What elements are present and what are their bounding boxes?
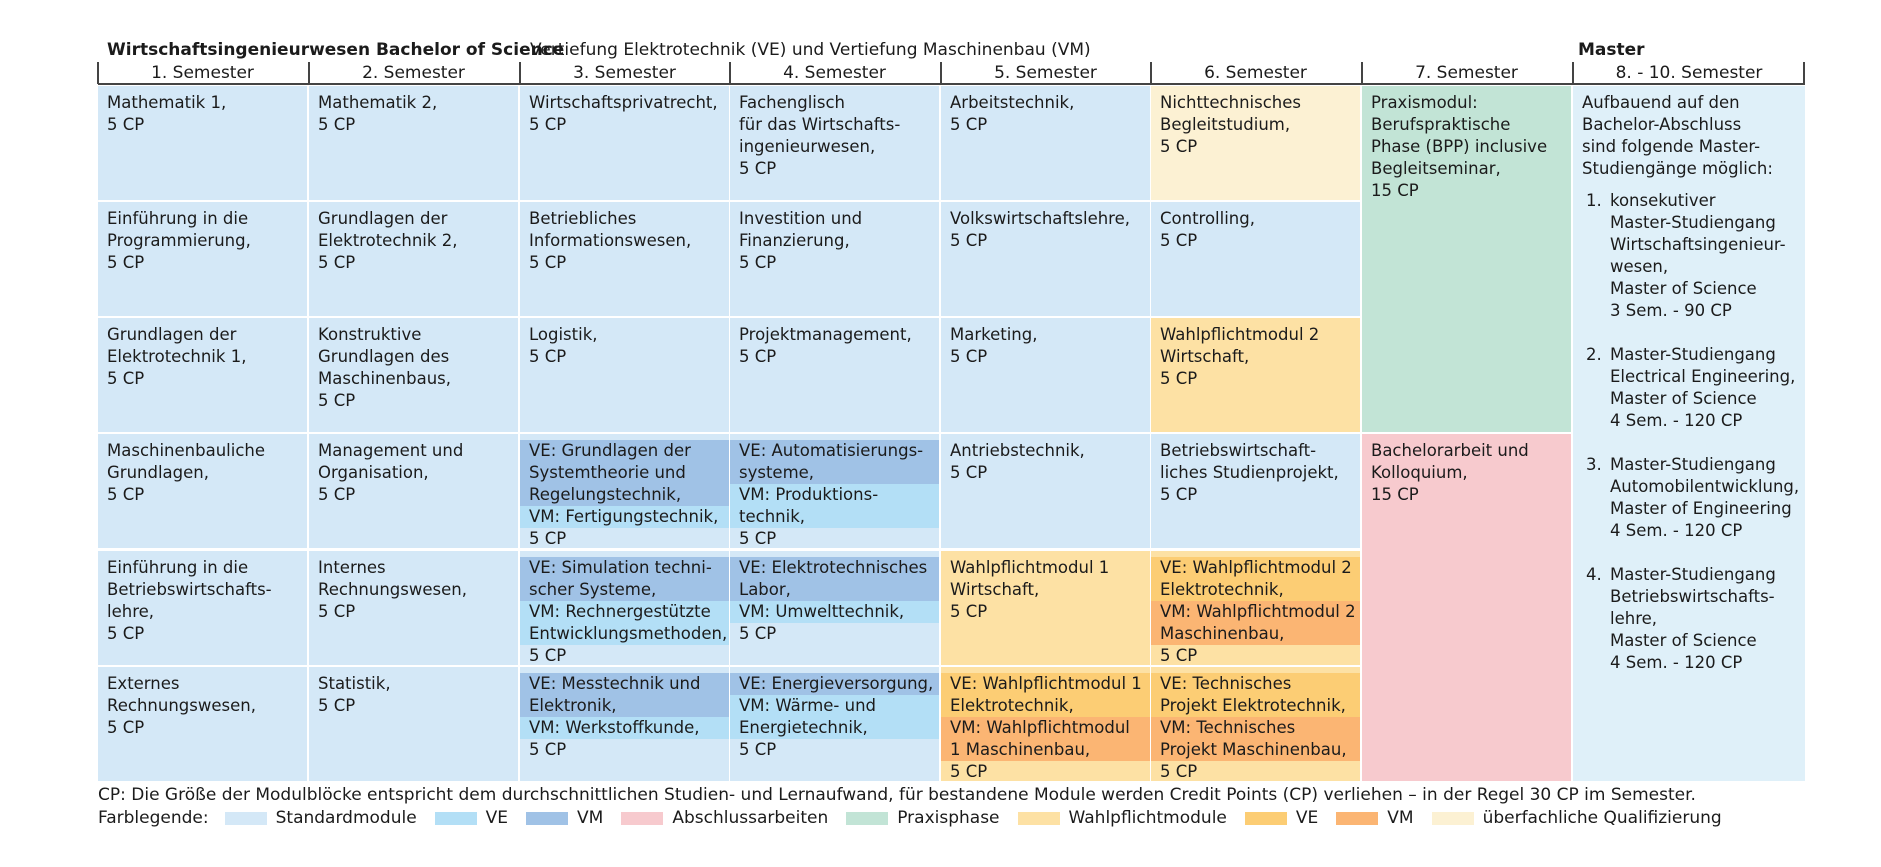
module-text: ingenieurwesen,: [739, 137, 876, 156]
master-program-item: [1582, 454, 1800, 542]
header-divider: [1572, 62, 1574, 84]
module-text: Wahlpflichtmodul 1: [950, 558, 1110, 577]
module-cell-s5r5: [941, 551, 1150, 665]
module-text: 5 CP: [529, 347, 567, 366]
credit-points: 5 CP: [529, 646, 567, 665]
semester-header-5: 5. Semester: [994, 63, 1097, 83]
legend-label: überfachliche Qualifizierung: [1482, 808, 1722, 828]
module-text: Grundlagen der: [318, 209, 448, 228]
master-program-text: Master-Studiengang: [1610, 345, 1776, 364]
module-text: 5 CP: [318, 485, 356, 504]
module-text: Logistik,: [529, 325, 598, 344]
master-program-list: [1582, 190, 1800, 674]
module-text: 5 CP: [107, 253, 145, 272]
module-text: Phase (BPP) inclusive: [1371, 137, 1548, 156]
module-text: 5 CP: [318, 602, 356, 621]
header-divider: [519, 62, 521, 84]
module-text: Wirtschaft,: [950, 580, 1040, 599]
module-cell-s3r4: [520, 434, 729, 548]
module-text: Rechnungswesen,: [318, 580, 467, 599]
module-text: Grundlagen des: [318, 347, 450, 366]
module-cell-s6r3: [1151, 318, 1360, 432]
legend-label: VE: [1295, 808, 1319, 828]
module-text: Elektrotechnik 2,: [318, 231, 458, 250]
module-text: Marketing,: [950, 325, 1038, 344]
module-text: 5 CP: [950, 602, 988, 621]
module-text: Grundlagen,: [107, 463, 209, 482]
legend-label: Praxisphase: [897, 808, 1000, 828]
ve-module-text: Elektronik,: [520, 695, 729, 717]
ve-module-text: Regelungstechnik,: [520, 484, 729, 506]
ve-module-text: VE: Wahlpflichtmodul 2: [1151, 557, 1360, 579]
module-text: 5 CP: [1160, 369, 1198, 388]
legend-swatch: [1018, 812, 1060, 825]
module-text: Konstruktive: [318, 325, 422, 344]
module-cell-s2r1: [309, 86, 518, 200]
module-text: Externes: [107, 674, 180, 693]
module-cell-s6r2: [1151, 202, 1360, 316]
credit-points: 5 CP: [739, 624, 777, 643]
master-program-text: 3 Sem. - 90 CP: [1610, 301, 1732, 320]
master-title: Master: [1578, 40, 1645, 60]
master-program-text: konsekutiver: [1610, 191, 1716, 210]
module-cell-s2r3: [309, 318, 518, 432]
master-program-text: Master of Science: [1610, 631, 1757, 650]
module-text: Wahlpflichtmodul 2: [1160, 325, 1320, 344]
legend-swatch: [225, 812, 267, 825]
module-cell-s4r3: [730, 318, 939, 432]
module-text: Begleitstudium,: [1160, 115, 1291, 134]
vm-module-text: VM: Wärme- und: [730, 695, 939, 717]
module-text: liches Studienprojekt,: [1160, 463, 1339, 482]
module-text: 15 CP: [1371, 181, 1419, 200]
module-text: 5 CP: [107, 369, 145, 388]
master-program-item: [1582, 564, 1796, 674]
legend-swatch: [526, 812, 568, 825]
master-intro-text: Studiengänge möglich:: [1582, 159, 1773, 178]
master-program-text: Master-Studiengang: [1610, 213, 1776, 232]
vm-module-text: VM: Technisches: [1151, 717, 1360, 739]
module-text: 5 CP: [318, 391, 356, 410]
master-program-text: Automobilentwicklung,: [1610, 477, 1800, 496]
semester-header-3: 3. Semester: [573, 63, 676, 83]
header-divider: [97, 62, 99, 84]
legend-swatch: [1432, 812, 1474, 825]
credit-points: 5 CP: [529, 740, 567, 759]
module-text: 5 CP: [107, 485, 145, 504]
module-text: Einführung in die: [107, 209, 249, 228]
semester-header-2: 2. Semester: [362, 63, 465, 83]
vm-module-text: VM: Rechnergestützte: [520, 601, 729, 623]
module-text: Wirtschaft,: [1160, 347, 1250, 366]
ve-module-text: VE: Wahlpflichtmodul 1: [941, 673, 1150, 695]
module-text: Betriebswirtschafts-: [107, 580, 272, 599]
module-text: Management und: [318, 441, 464, 460]
module-cell-s6r4: [1151, 434, 1360, 548]
module-cell-s5r2: [941, 202, 1150, 316]
master-program-text: Betriebswirtschafts-: [1610, 587, 1775, 606]
master-intro-text: sind folgende Master-: [1582, 137, 1761, 156]
module-cell-s4r4: [730, 434, 939, 548]
credit-points: 5 CP: [739, 529, 777, 548]
module-cell-s5r3: [941, 318, 1150, 432]
list-number: 1.: [1586, 191, 1602, 210]
module-text: Investition und: [739, 209, 863, 228]
master-program-text: wesen,: [1610, 257, 1669, 276]
ve-module-text: Labor,: [730, 579, 939, 601]
module-cell-s5r6: [941, 667, 1150, 781]
master-intro-text: Aufbauend auf den: [1582, 93, 1740, 112]
vm-module-text: VM: Werkstoffkunde,: [520, 717, 729, 739]
master-panel: [1573, 86, 1805, 781]
list-number: 3.: [1586, 455, 1602, 474]
module-text: 5 CP: [318, 115, 356, 134]
module-text: Mathematik 1,: [107, 93, 227, 112]
ve-module-text: VE: Elektrotechnisches: [730, 557, 939, 579]
module-text: lehre,: [107, 602, 155, 621]
master-program-text: Wirtschaftsingenieur-: [1610, 235, 1786, 254]
module-cell-s7bot: [1362, 434, 1571, 781]
ve-module-text: systeme,: [730, 462, 939, 484]
program-title: Wirtschaftsingenieurwesen Bachelor of Science: [107, 40, 565, 60]
master-program-text: Electrical Engineering,: [1610, 367, 1796, 386]
module-cell-s2r6: [309, 667, 518, 781]
module-cell-s3r1: [520, 86, 729, 200]
header-divider: [1803, 62, 1805, 84]
module-cell-s6r1: [1151, 86, 1360, 200]
module-text: 5 CP: [950, 347, 988, 366]
footnote: CP: Die Größe der Modulblöcke entspricht dem durchschnittlichen Studien- und Lernaufwand, für bestandene Module werden Credit Points (CP) verliehen – in der Regel 30 CP im Semester.: [98, 785, 1696, 805]
master-program-text: 4 Sem. - 120 CP: [1610, 411, 1743, 430]
module-text: 5 CP: [950, 115, 988, 134]
module-text: Organisation,: [318, 463, 429, 482]
module-text: 5 CP: [950, 463, 988, 482]
module-text: Maschinenbauliche: [107, 441, 266, 460]
vm-module-text: VM: Wahlpflichtmodul 2: [1151, 601, 1360, 623]
module-cell-s5r4: [941, 434, 1150, 548]
module-cell-s1r2: [98, 202, 307, 316]
module-cell-s4r6: [730, 667, 939, 781]
module-text: für das Wirtschafts-: [739, 115, 901, 134]
vm-module-text: 1 Maschinenbau,: [941, 739, 1150, 761]
vm-module-text: Maschinenbau,: [1151, 623, 1360, 645]
module-cell-s1r4: [98, 434, 307, 548]
semester-header-7: 7. Semester: [1415, 63, 1518, 83]
header-divider: [940, 62, 942, 84]
module-text: 5 CP: [1160, 137, 1198, 156]
legend-label: VM: [1387, 808, 1414, 828]
module-text: Mathematik 2,: [318, 93, 438, 112]
master-program-item: [1582, 344, 1796, 432]
master-program-text: Master-Studiengang: [1610, 455, 1776, 474]
legend-title: Farblegende:: [98, 808, 209, 828]
module-cell-s4r1: [730, 86, 939, 200]
module-text: 5 CP: [529, 253, 567, 272]
module-cell-s1r1: [98, 86, 307, 200]
list-number: 4.: [1586, 565, 1602, 584]
vm-module-text: Entwicklungsmethoden,: [520, 623, 729, 645]
master-program-text: 4 Sem. - 120 CP: [1610, 653, 1743, 672]
module-text: Praxismodul:: [1371, 93, 1478, 112]
ve-module-text: VE: Simulation techni-: [520, 557, 729, 579]
legend-label: Wahlpflichtmodule: [1068, 808, 1227, 828]
module-text: 5 CP: [739, 253, 777, 272]
semester-header-8: 8. - 10. Semester: [1615, 63, 1763, 83]
legend-label: VM: [577, 808, 604, 828]
module-cell-s4r5: [730, 551, 939, 665]
module-text: Kolloquium,: [1371, 463, 1468, 482]
module-text: Nichttechnisches: [1160, 93, 1301, 112]
module-cell-s7top: [1362, 86, 1571, 432]
semester-header-1: 1. Semester: [151, 63, 254, 83]
vm-module-text: VM: Fertigungstechnik,: [520, 506, 729, 528]
semester-header-4: 4. Semester: [783, 63, 886, 83]
ve-module-text: Elektrotechnik,: [1151, 579, 1360, 601]
header-divider: [1361, 62, 1363, 84]
module-cell-s6r6: [1151, 667, 1360, 781]
module-text: Statistik,: [318, 674, 391, 693]
master-program-text: Master of Science: [1610, 389, 1757, 408]
module-text: Fachenglisch: [739, 93, 845, 112]
module-text: Finanzierung,: [739, 231, 850, 250]
color-legend: [98, 808, 1722, 828]
module-cell-s3r3: [520, 318, 729, 432]
module-text: 5 CP: [739, 347, 777, 366]
module-text: Wirtschaftsprivatrecht,: [529, 93, 718, 112]
module-text: Maschinenbaus,: [318, 369, 452, 388]
header-divider: [729, 62, 731, 84]
module-text: 5 CP: [318, 696, 356, 715]
credit-points: 5 CP: [1160, 646, 1198, 665]
legend-label: VE: [485, 808, 509, 828]
module-text: Programmierung,: [107, 231, 251, 250]
credit-points: 5 CP: [950, 762, 988, 781]
module-text: 5 CP: [107, 115, 145, 134]
master-program-text: lehre,: [1610, 609, 1658, 628]
ve-module-text: VE: Grundlagen der: [520, 440, 729, 462]
module-text: 5 CP: [318, 253, 356, 272]
vm-module-text: VM: Produktions-: [730, 484, 939, 506]
module-text: 5 CP: [739, 159, 777, 178]
vm-module-text: VM: Umwelttechnik,: [730, 601, 939, 623]
module-text: 5 CP: [529, 115, 567, 134]
module-text: Betriebswirtschaft-: [1160, 441, 1317, 460]
legend-swatch: [1336, 812, 1378, 825]
module-cell-s2r4: [309, 434, 518, 548]
module-cell-s6r5: [1151, 551, 1360, 665]
ve-module-text: scher Systeme,: [520, 579, 729, 601]
vm-module-text: Projekt Maschinenbau,: [1151, 739, 1360, 761]
module-cell-s5r1: [941, 86, 1150, 200]
master-program-text: Master-Studiengang: [1610, 565, 1776, 584]
module-text: Elektrotechnik 1,: [107, 347, 247, 366]
module-text: Begleitseminar,: [1371, 159, 1501, 178]
ve-module-text: Systemtheorie und: [520, 462, 729, 484]
module-cell-s3r6: [520, 667, 729, 781]
header-divider: [308, 62, 310, 84]
module-text: 5 CP: [107, 624, 145, 643]
module-cell-s1r5: [98, 551, 307, 665]
module-cell-s2r2: [309, 202, 518, 316]
master-program-text: Master of Engineering: [1610, 499, 1792, 518]
module-cell-s3r5: [520, 551, 729, 665]
module-text: 5 CP: [1160, 485, 1198, 504]
module-text: Einführung in die: [107, 558, 249, 577]
header-rule: [98, 83, 1805, 85]
master-intro-text: Bachelor-Abschluss: [1582, 115, 1742, 134]
specialization-title: Vertiefung Elektrotechnik (VE) und Vertiefung Maschinenbau (VM): [530, 40, 1091, 60]
legend-swatch: [1245, 812, 1287, 825]
legend-swatch: [435, 812, 477, 825]
ve-module-text: VE: Technisches: [1151, 673, 1360, 695]
vm-module-text: VM: Wahlpflichtmodul: [941, 717, 1150, 739]
ve-module-text: Projekt Elektrotechnik,: [1151, 695, 1360, 717]
module-text: Internes: [318, 558, 386, 577]
module-cell-s3r2: [520, 202, 729, 316]
legend-swatch: [846, 812, 888, 825]
module-text: Grundlagen der: [107, 325, 237, 344]
module-text: 15 CP: [1371, 485, 1419, 504]
module-text: Projektmanagement,: [739, 325, 912, 344]
module-cell-s4r2: [730, 202, 939, 316]
master-program-text: 4 Sem. - 120 CP: [1610, 521, 1743, 540]
legend-label: Abschlussarbeiten: [672, 808, 829, 828]
header-divider: [1150, 62, 1152, 84]
vm-module-text: technik,: [730, 506, 939, 528]
semester-header-6: 6. Semester: [1204, 63, 1307, 83]
module-text: Antriebstechnik,: [950, 441, 1085, 460]
master-program-text: Master of Science: [1610, 279, 1757, 298]
legend-swatch: [621, 812, 663, 825]
ve-module-text: VE: Energieversorgung,: [730, 673, 939, 695]
module-text: 5 CP: [950, 231, 988, 250]
module-text: Rechnungswesen,: [107, 696, 256, 715]
list-number: 2.: [1586, 345, 1602, 364]
ve-module-text: Elektrotechnik,: [941, 695, 1150, 717]
module-text: Berufspraktische: [1371, 115, 1511, 134]
master-program-item: [1582, 190, 1796, 322]
module-text: Arbeitstechnik,: [950, 93, 1075, 112]
vm-module-text: Energietechnik,: [730, 717, 939, 739]
credit-points: 5 CP: [529, 529, 567, 548]
ve-module-text: VE: Messtechnik und: [520, 673, 729, 695]
module-text: Bachelorarbeit und: [1371, 441, 1529, 460]
module-text: Betriebliches: [529, 209, 637, 228]
module-text: Controlling,: [1160, 209, 1255, 228]
legend-label: Standardmodule: [275, 808, 417, 828]
module-cell-s1r3: [98, 318, 307, 432]
ve-module-text: VE: Automatisierungs-: [730, 440, 939, 462]
module-cell-s1r6: [98, 667, 307, 781]
module-text: 5 CP: [1160, 231, 1198, 250]
credit-points: 5 CP: [1160, 762, 1198, 781]
module-text: 5 CP: [107, 718, 145, 737]
module-text: Informationswesen,: [529, 231, 692, 250]
credit-points: 5 CP: [739, 740, 777, 759]
module-text: Volkswirtschaftslehre,: [950, 209, 1131, 228]
module-cell-s2r5: [309, 551, 518, 665]
